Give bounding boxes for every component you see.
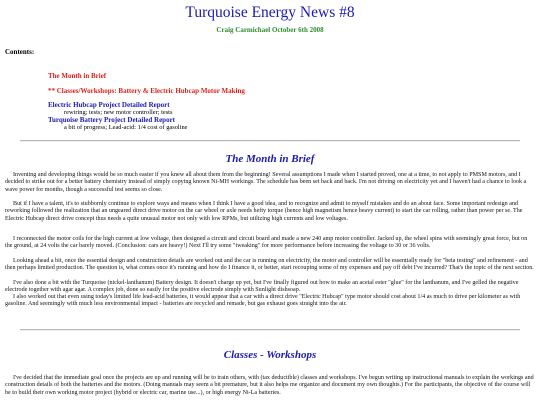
section-heading-month-in-brief: The Month in Brief — [225, 153, 315, 165]
paragraph: Looking ahead a bit, once the essential design and construction details are worked out and the car is running on electricity, the motor and controller will be essentially ready for "beta testing" and refinement - and then perhaps limited production. The question is, what comes once it's running and how do I finance it, or better, start recouping some of my expenses and pay off debt I've incurred? That's the topic of the next section. — [5, 258, 534, 272]
contents-label: Contents: — [5, 48, 35, 56]
byline: Craig Carmichael October 6th 2008 — [216, 26, 324, 34]
paragraph: Inventing and developing things would be so much easier if you knew all about them from the beginning! Several assumptions I made when I started proved, one at a time, to not apply to PMSM motors, and I decided to strike out for a better battery chemistry instead of simply copying known Ni-MH workings. The schedule has been set back and back. I'm not driving on electricity yet and I haven't had a chance to look a wave power for months, though a successful test seems so close. — [5, 172, 527, 193]
toc-link-battery-report[interactable]: Turquoise Battery Project Detailed Report — [48, 116, 176, 124]
section-divider — [20, 329, 520, 331]
section-heading-classes-workshops: Classes - Workshops — [223, 349, 317, 361]
paragraph: I've also done a bit with the Turquoise (nickel-lanthanum) Battery design. It doesn't charge up yet, but I've finally figured out how to make an acetal ester "glue" for the lanthanum, and I've gelled the negative electrode together with agar agar. A complex job, done so easily for the positive electrode simply with Sunlight dishsoap. — [5, 280, 519, 294]
paragraph: I also worked out that even using today's limited life lead-acid batteries, it would appear that a car with a direct drive "Electric Hubcap" type motor should cost about 1/4 as much to drive per kilometer as with gasoline. And seemingly with much less environmental impact - batteries are recycled and remade, but gas exhaust goes straight into the air. — [5, 294, 521, 308]
paragraph: But if I have a talent, it's to stubbornly continue to explore ways and means when I think I have a good idea, and to recognize and admit to myself mistakes and do an about face. Some important redesign and reworking followed the realization that an ungeared direct drive motor on the car wheel or axle needs hefty torque (hence high magnetism hence heavy current) to start the car rolling, rather than power per se. The Electric Hubcap direct drive concept thus needs a quite unusual motor not only with low RPMs, but utilizing high currents and low voltages. — [5, 201, 523, 222]
toc-link-hubcap-report[interactable]: Electric Hubcap Project Detailed Report — [48, 101, 170, 109]
toc-sub-battery-report: a bit of progress; Lead-acid: 1/4 cost of gasoline — [64, 124, 188, 131]
toc-sub-hubcap-report: rewiring; tests; new motor controller; tests — [64, 109, 173, 116]
toc-link-classes-workshops[interactable]: ** Classes/Workshops: Battery & Electric Hubcap Motor Making — [48, 87, 245, 95]
toc-link-month-in-brief[interactable]: The Month in Brief — [48, 72, 107, 80]
paragraph: I've decided that the immediate goal once the projects are up and running will be to train others, with (tax deductible) classes and workshops. I've begun writing up instructional manuals to explain the workings and construction details of both the batteries and the motors. (Doing manuals may seem a bit premature, but it also helps me organize and document my own thoughts.) For the participants, the objective of the course will be to build their own working motor project (hybrid or electric car, marine use...), or high energy Ni-La batteries. — [5, 375, 534, 396]
section-divider — [20, 140, 520, 142]
paragraph: I reconnected the motor coils for the high current at low voltage, then designed a circuit and circuit board and made a new 240 amp motor controller. Jacked up, the wheel spins with seemingly great force, but on the ground, at 24 volts the car barely moved. (Conclusion: cars are heavy!) Next I'll try some "tweaking" for more performance before increasing the voltage to 30 or 36 volts. — [5, 236, 528, 250]
newsletter-title: Turquoise Energy News #8 — [185, 4, 355, 21]
